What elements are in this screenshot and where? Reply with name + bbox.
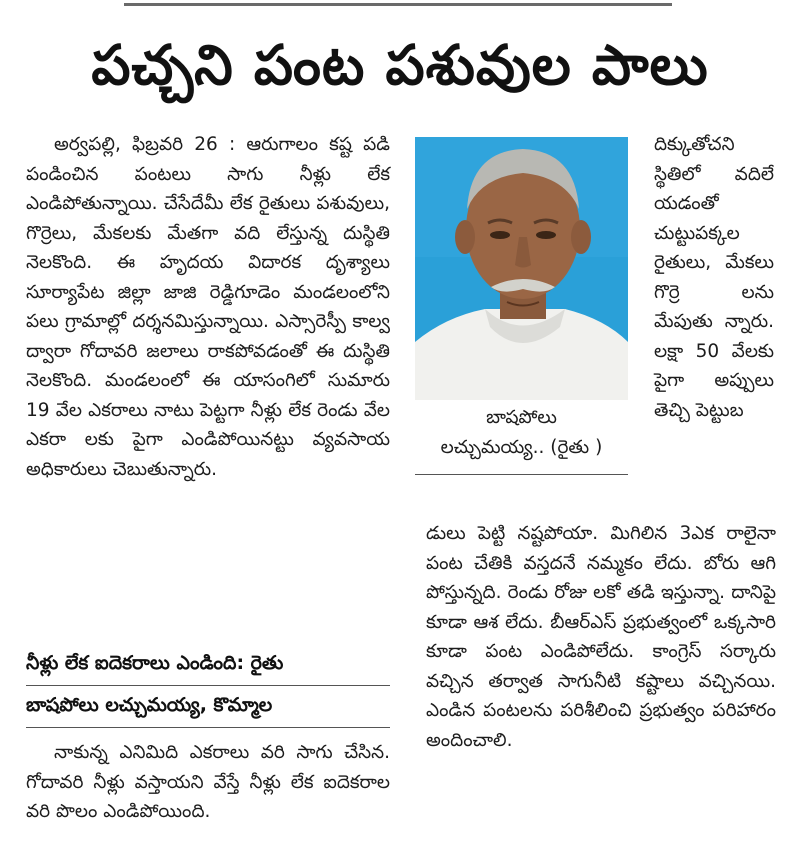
quote-subheading-line1: నీళ్లు లేక ఐదెకరాలు ఎండింది: రైతు — [26, 652, 284, 674]
article-right-column-upper — [654, 130, 774, 425]
farmer-quote-text: నాకున్న ఎనిమిది ఎకరాలు వరి సాగు చేసిన. గోదావరి నీళ్లు వస్తాయని వేస్తే నీళ్లు లేక ఐదెకరాల వరి పొలం ఎండిపోయింది. — [26, 742, 390, 822]
article-lead-text: అర్వపల్లి, ఫిబ్రవరి 26 : ఆరుగాలం కష్ట పడి పండించిన పంటలు సాగు నీళ్లు లేక ఎండిపోతున్నాయి. చేసేదేమీ లేక రైతులు పశువులు, గొర్రెలు, మేకలకు మేతగా వది లేస్తున్న దుస్థితి నెలకొంది. ఈ హృదయ విదారక దృశ్యాలు సూర్యాపేట జిల్లా జాజి రెడ్డిగూడెం మండలంలోని పలు గ్రామాల్లో దర్శనమిస్తున్నాయి. ఎస్సారెస్పీ కాల్వ ద్వారా గోదావరి జలాలు రాకపోవడంతో ఈ దుస్థితి నెలకొంది. మండలంలో ఈ యాసంగిలో సుమారు 19 వేల ఎకరాలు నాటు పెట్టగా నీళ్లు లేక రెండు వేల ఎకరా లకు పైగా ఎండిపోయినట్టు వ్యవసాయ అధికారులు చెబుతున్నారు. — [26, 134, 390, 480]
headline: పచ్చని పంట పశువుల పాలు — [91, 33, 709, 97]
right-column-upper-text: దిక్కుతోచని స్థితిలో వదిలే యడంతో చుట్టుపక్కల రైతులు, మేకలు గొర్రె లను మేపుతు న్నారు. లక్షా 50 వేలకు పైగా అప్పులు తెచ్చి పెట్టుబ — [654, 134, 774, 421]
subheading-underline — [26, 685, 390, 686]
right-column-lower-text: డులు పెట్టి నష్టపోయా. మిగిలిన 3ఎక రాలైనా పంట చేతికి వస్తదనే నమ్మకం లేదు. బోరు ఆగి పోస్తున్నది. రెండు రోజు లకో తడి ఇస్తున్నా. దానిపై కూడా ఆశ లేదు. బీఆర్ఎస్ ప్రభుత్వంలో ఒక్కసారి కూడా పంట ఎండిపోలేదు. కాంగ్రెస్ సర్కారు వచ్చిన తర్వాత సాగునీటి కష్టాలు వచ్చినయి. ఎండిన పంటలను పరిశీలించి ప్రభుత్వం పరిహారం అందించాలి. — [426, 523, 776, 751]
farmer-photo — [415, 137, 628, 400]
caption-divider — [415, 474, 628, 475]
article-lead-paragraph — [26, 130, 390, 484]
farmer-portrait-image — [415, 137, 628, 400]
subheading-underline — [26, 727, 390, 728]
article-right-column-lower — [426, 519, 776, 755]
photo-caption-name: బాషపోలు — [486, 407, 557, 428]
top-divider — [124, 3, 672, 6]
photo-caption-detail: లచ్చుమయ్య.. (రైతు ) — [440, 437, 603, 458]
quote-subheading-line2: బాషపోలు లచ్చుమయ్య, కొమ్మాల — [26, 694, 273, 716]
farmer-quote-paragraph — [26, 738, 390, 827]
